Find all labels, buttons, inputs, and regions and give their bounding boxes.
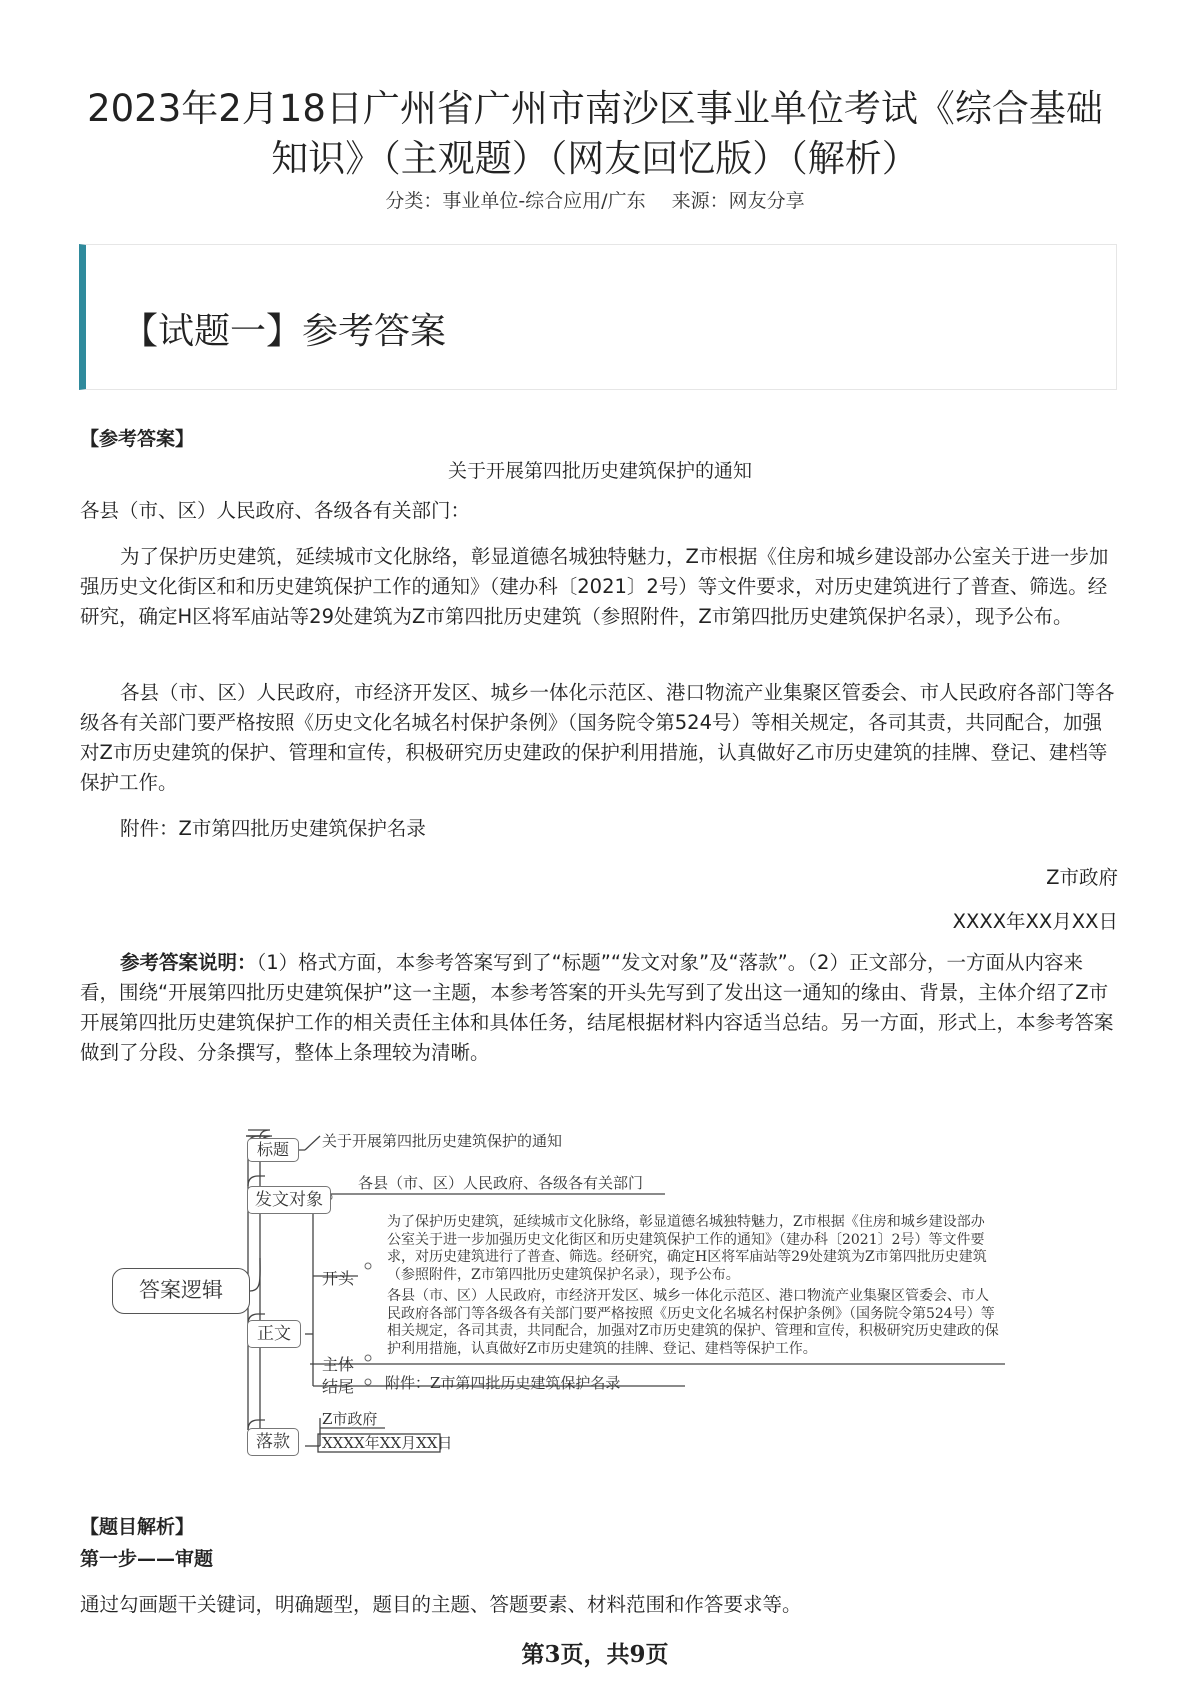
answer-label: 【参考答案】 (80, 428, 195, 450)
node-sign-date: XXXX年XX月XX日 (322, 1434, 453, 1452)
analysis-label: 【题目解析】 (80, 1516, 195, 1538)
notice-title: 关于开展第四批历史建筑保护的通知 (447, 460, 752, 482)
document-title: 2023年2月18日广州省广州市南沙区事业单位考试《综合基础知识》（主观题）（网友回忆版）（解析） (87, 87, 1103, 180)
salutation: 各县（市、区）人民政府、各级各有关部门： (80, 499, 471, 522)
node-opening-text: 为了保护历史建筑，延续城市文化脉络，彰显道德名城独特魅力，Z市根据《住房和城乡建设部办公室关于进一步加强历史文化街区和历史建筑保护工作的通知》（建办科〔2021〕2号）等文件要求，对历史建筑进行了普查、筛选。经研究，确定H区将军庙站等29处建筑为Z市第四批历史建筑（参照附件，Z市第四批历史建筑保护名录），现予公布。 (387, 1214, 987, 1283)
explanation-label: 参考答案说明： (120, 951, 257, 974)
node-sign: 落款 (247, 1428, 299, 1456)
node-sign-org: Z市政府 (322, 1410, 378, 1428)
node-body: 正文 (247, 1320, 301, 1348)
node-title: 标题 (247, 1138, 299, 1162)
category-label: 分类：事业单位-综合应用/广东 (385, 190, 646, 212)
document-meta (0, 186, 1190, 213)
source-label: 来源：网友分享 (671, 190, 805, 212)
attachment-line: 附件：Z市第四批历史建筑保护名录 (120, 817, 426, 840)
body-paragraph-2: 各县（市、区）人民政府，市经济开发区、城乡一体化示范区、港口物流产业集聚区管委会、市人民政府各部门等各级各有关部门要严格按照《历史文化名城名村保护条例》（国务院令第524号）等相关规定，各司其责，共同配合，加强对Z市历史建筑的保护、管理和宣传，积极研究历史建政的保护利用措施，认真做好乙市历史建筑的挂牌、登记、建档等保护工作。 (80, 681, 1115, 794)
node-recipient: 发文对象 (247, 1186, 331, 1214)
section-heading-box (79, 244, 1117, 390)
section-heading: 【试题一】参考答案 (122, 311, 447, 352)
node-main-text: 各县（市、区）人民政府，市经济开发区、城乡一体化示范区、港口物流产业集聚区管委会、市人民政府各部门等各级各有关部门要严格按照《历史文化名城名村保护条例》（国务院令第524号）等相关规定，各司其责，共同配合，加强对Z市历史建筑的保护、管理和宣传，积极研究历史建政的保护利用措施，认真做好Z市历史建筑的挂牌、登记、建档等保护工作。 (387, 1288, 999, 1357)
node-opening: 开头 (322, 1269, 355, 1288)
issue-date: XXXX年XX月XX日 (952, 910, 1118, 933)
node-title-text: 关于开展第四批历史建筑保护的通知 (322, 1132, 563, 1150)
body-paragraph-1: 为了保护历史建筑，延续城市文化脉络，彰显道德名城独特魅力，Z市根据《住房和城乡建设部办公室关于进一步加强历史文化街区和和历史建筑保护工作的通知》（建办科〔2021〕2号）等文件要求，对历史建筑进行了普查、筛选。经研究，确定H区将军庙站等29处建筑为Z市第四批历史建筑（参照附件，Z市第四批历史建筑保护名录），现予公布。 (80, 545, 1109, 628)
answer-logic-mindmap (100, 1108, 1100, 1478)
signer: Z市政府 (1046, 866, 1118, 889)
explanation-text: （1）格式方面，本参考答案写到了“标题”“发文对象”及“落款”。（2）正文部分，一方面从内容来看，围绕“开展第四批历史建筑保护”这一主题，本参考答案的开头先写到了发出这一通知的缘由、背景，主体介绍了Z市开展第四批历史建筑保护工作的相关责任主体和具体任务，结尾根据材料内容适当总结。另一方面，形式上，本参考答案做到了分段、分条撰写，整体上条理较为清晰。 (80, 951, 1114, 1064)
step1-text: 通过勾画题干关键词，明确题型，题目的主题、答题要素、材料范围和作答要求等。 (80, 1593, 802, 1616)
node-recipient-text: 各县（市、区）人民政府、各级各有关部门 (358, 1174, 644, 1192)
node-ending: 结尾 (322, 1377, 355, 1396)
mindmap-root: 答案逻辑 (112, 1268, 250, 1314)
node-main: 主体 (322, 1355, 355, 1374)
step1-heading: 第一步——审题 (80, 1548, 214, 1570)
node-ending-text: 附件：Z市第四批历史建筑保护名录 (385, 1374, 621, 1392)
page-number: 第3页，共9页 (521, 1641, 669, 1668)
answer-explanation (80, 948, 1120, 1068)
